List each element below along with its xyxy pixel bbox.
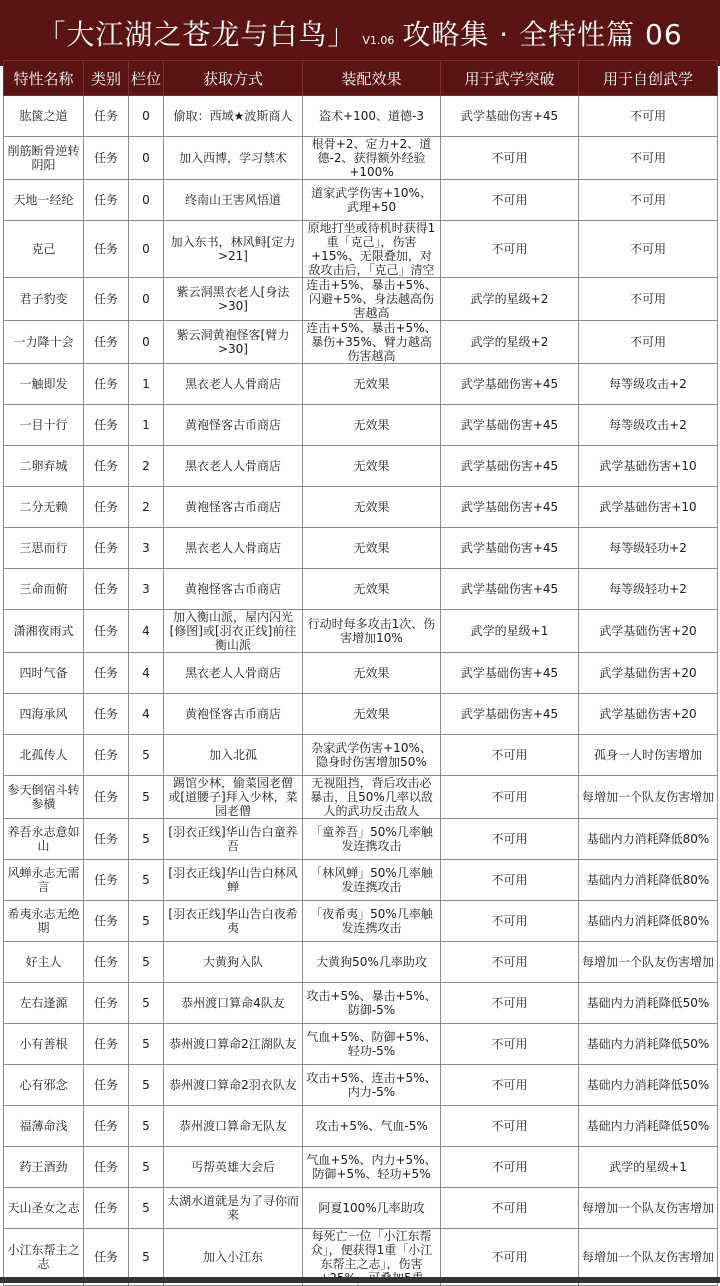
- table-row: [4, 405, 718, 446]
- acquire-cell: [羽衣正线]华山告白夜希夷: [164, 901, 303, 942]
- acquire-cell: [羽衣正线]华山告白林风蝉: [164, 860, 303, 901]
- custom-cell: 武学基础伤害+20: [579, 653, 718, 694]
- effect-cell: 攻击+5%、气血-5%: [303, 1106, 441, 1147]
- custom-cell: 每等级轻功+2: [579, 528, 718, 569]
- custom-cell: 每等级攻击+2: [579, 364, 718, 405]
- col-header-name: 特性名称: [4, 61, 84, 96]
- custom-cell: 孤身一人时伤害增加: [579, 735, 718, 776]
- trait-name-cell: 天山圣女之志: [4, 1188, 84, 1229]
- custom-cell: 武学基础伤害+20: [579, 610, 718, 653]
- category-cell: 任务: [84, 942, 129, 983]
- effect-cell: 无效果: [303, 487, 441, 528]
- acquire-cell: 大黄狗入队: [164, 942, 303, 983]
- effect-cell: 阿夏100%几率助攻: [303, 1188, 441, 1229]
- acquire-cell: 太湖水道就是为了寻你而来: [164, 1188, 303, 1229]
- acquire-cell: 加入东书，林风鲟[定力>21]: [164, 221, 303, 278]
- trait-name-cell: 克己: [4, 221, 84, 278]
- trait-name-cell: 天地一经纶: [4, 180, 84, 221]
- table-header-row: [4, 61, 718, 96]
- custom-cell: 基础内力消耗降低80%: [579, 860, 718, 901]
- slot-cell: 5: [129, 776, 164, 819]
- trait-name-cell: 小有善根: [4, 1024, 84, 1065]
- breakthrough-cell: 武学的星级+2: [441, 278, 579, 321]
- table-row: [4, 942, 718, 983]
- category-cell: 任务: [84, 901, 129, 942]
- table-row: [4, 610, 718, 653]
- custom-cell: 每增加一个队友伤害增加: [579, 776, 718, 819]
- acquire-cell: 踢馆少林，偷菜园老僧 或[道腰子]拜入少林，菜园老僧: [164, 776, 303, 819]
- custom-cell: 基础内力消耗降低80%: [579, 901, 718, 942]
- category-cell: 任务: [84, 221, 129, 278]
- table-row: [4, 1024, 718, 1065]
- custom-cell: 基础内力消耗降低50%: [579, 1024, 718, 1065]
- acquire-cell: [羽衣正线]华山告白童养吾: [164, 819, 303, 860]
- trait-name-cell: 肱箧之道: [4, 96, 84, 137]
- acquire-cell: 黑衣老人人骨商店: [164, 446, 303, 487]
- slot-cell: 0: [129, 96, 164, 137]
- category-cell: 任务: [84, 1106, 129, 1147]
- trait-name-cell: 一力降十会: [4, 321, 84, 364]
- acquire-cell: 紫云洞黄袍怪客[臂力>30]: [164, 321, 303, 364]
- trait-name-cell: 福薄命浅: [4, 1106, 84, 1147]
- breakthrough-cell: 武学基础伤害+45: [441, 405, 579, 446]
- category-cell: 任务: [84, 1188, 129, 1229]
- table-row: [4, 694, 718, 735]
- acquire-cell: 偷取：西域★波斯商人: [164, 96, 303, 137]
- slot-cell: 5: [129, 942, 164, 983]
- effect-cell: 无效果: [303, 528, 441, 569]
- custom-cell: 基础内力消耗降低80%: [579, 819, 718, 860]
- title-bar: [0, 0, 720, 66]
- breakthrough-cell: 不可用: [441, 860, 579, 901]
- breakthrough-cell: 不可用: [441, 735, 579, 776]
- slot-cell: 2: [129, 487, 164, 528]
- acquire-cell: 加入衡山派，屋内闪光[修图]或[羽衣正线]前往衡山派: [164, 610, 303, 653]
- slot-cell: 5: [129, 1065, 164, 1106]
- effect-cell: 无效果: [303, 364, 441, 405]
- trait-name-cell: 潇湘夜雨式: [4, 610, 84, 653]
- trait-name-cell: 小江东帮主之志: [4, 1229, 84, 1286]
- table-row: [4, 364, 718, 405]
- effect-cell: 大黄狗50%几率助攻: [303, 942, 441, 983]
- category-cell: 任务: [84, 1065, 129, 1106]
- traits-table: [3, 60, 718, 1286]
- table-row: [4, 137, 718, 180]
- col-header-acquire: 获取方式: [164, 61, 303, 96]
- slot-cell: 5: [129, 1229, 164, 1286]
- category-cell: 任务: [84, 776, 129, 819]
- slot-cell: 0: [129, 137, 164, 180]
- version-label: V1.06: [362, 33, 395, 47]
- acquire-cell: 加入西博，学习禁术: [164, 137, 303, 180]
- category-cell: 任务: [84, 180, 129, 221]
- category-cell: 任务: [84, 405, 129, 446]
- effect-cell: 攻击+5%、暴击+5%、防御-5%: [303, 983, 441, 1024]
- table-row: [4, 1147, 718, 1188]
- custom-cell: 不可用: [579, 180, 718, 221]
- category-cell: 任务: [84, 983, 129, 1024]
- breakthrough-cell: 武学基础伤害+45: [441, 528, 579, 569]
- breakthrough-cell: 武学基础伤害+45: [441, 446, 579, 487]
- trait-name-cell: 好主人: [4, 942, 84, 983]
- breakthrough-cell: 武学的星级+2: [441, 321, 579, 364]
- breakthrough-cell: 不可用: [441, 1229, 579, 1286]
- acquire-cell: 黄袍怪客古币商店: [164, 405, 303, 446]
- trait-name-cell: 一目十行: [4, 405, 84, 446]
- custom-cell: 不可用: [579, 321, 718, 364]
- breakthrough-cell: 武学基础伤害+45: [441, 364, 579, 405]
- category-cell: 任务: [84, 446, 129, 487]
- category-cell: 任务: [84, 278, 129, 321]
- table-row: [4, 901, 718, 942]
- table-row: [4, 528, 718, 569]
- table-row: [4, 1065, 718, 1106]
- breakthrough-cell: 不可用: [441, 983, 579, 1024]
- trait-name-cell: 二卵弃城: [4, 446, 84, 487]
- slot-cell: 5: [129, 735, 164, 776]
- slot-cell: 5: [129, 983, 164, 1024]
- slot-cell: 1: [129, 364, 164, 405]
- custom-cell: 不可用: [579, 278, 718, 321]
- trait-name-cell: 药王酒劲: [4, 1147, 84, 1188]
- slot-cell: 2: [129, 446, 164, 487]
- effect-cell: 道家武学伤害+10%、武理+50: [303, 180, 441, 221]
- acquire-cell: 恭州渡口算命无队友: [164, 1106, 303, 1147]
- category-cell: 任务: [84, 694, 129, 735]
- category-cell: 任务: [84, 1147, 129, 1188]
- bottom-border: [0, 1277, 720, 1283]
- category-cell: 任务: [84, 860, 129, 901]
- slot-cell: 4: [129, 610, 164, 653]
- effect-cell: 杂家武学伤害+10%、隐身时伤害增加50%: [303, 735, 441, 776]
- breakthrough-cell: 不可用: [441, 1188, 579, 1229]
- custom-cell: 武学基础伤害+20: [579, 694, 718, 735]
- breakthrough-cell: 武学基础伤害+45: [441, 694, 579, 735]
- acquire-cell: 丐帮英雄大会后: [164, 1147, 303, 1188]
- trait-name-cell: 君子豹变: [4, 278, 84, 321]
- acquire-cell: 黄袍怪客古币商店: [164, 694, 303, 735]
- table-row: [4, 96, 718, 137]
- custom-cell: 武学的星级+1: [579, 1147, 718, 1188]
- trait-name-cell: 心有邪念: [4, 1065, 84, 1106]
- slot-cell: 3: [129, 569, 164, 610]
- custom-cell: 不可用: [579, 137, 718, 180]
- slot-cell: 5: [129, 819, 164, 860]
- effect-cell: 气血+5%、内力+5%、防御+5%、轻功+5%: [303, 1147, 441, 1188]
- custom-cell: 每增加一个队友伤害增加: [579, 942, 718, 983]
- effect-cell: 盗术+100、道德-3: [303, 96, 441, 137]
- col-header-slot: 栏位: [129, 61, 164, 96]
- effect-cell: 连击+5%、暴击+5%、暴伤+35%、臂力越高伤害越高: [303, 321, 441, 364]
- table-row: [4, 487, 718, 528]
- custom-cell: 不可用: [579, 96, 718, 137]
- col-header-breakthrough: 用于武学突破: [441, 61, 579, 96]
- slot-cell: 0: [129, 321, 164, 364]
- acquire-cell: 恭州渡口算命4队友: [164, 983, 303, 1024]
- trait-name-cell: 三命而俯: [4, 569, 84, 610]
- custom-cell: 基础内力消耗降低50%: [579, 1106, 718, 1147]
- slot-cell: 5: [129, 901, 164, 942]
- table-row: [4, 569, 718, 610]
- slot-cell: 4: [129, 694, 164, 735]
- slot-cell: 0: [129, 221, 164, 278]
- effect-cell: 行动时每多攻击1次、伤害增加10%: [303, 610, 441, 653]
- category-cell: 任务: [84, 137, 129, 180]
- breakthrough-cell: 不可用: [441, 819, 579, 860]
- category-cell: 任务: [84, 364, 129, 405]
- trait-name-cell: 三思而行: [4, 528, 84, 569]
- effect-cell: 「林风蝉」50%几率触发连携攻击: [303, 860, 441, 901]
- trait-name-cell: 养吾永志意如山: [4, 819, 84, 860]
- breakthrough-cell: 不可用: [441, 776, 579, 819]
- breakthrough-cell: 不可用: [441, 1106, 579, 1147]
- table-row: [4, 446, 718, 487]
- custom-cell: 武学基础伤害+10: [579, 446, 718, 487]
- slot-cell: 5: [129, 1188, 164, 1229]
- effect-cell: 无视阻挡，背后攻击必暴击，且50%几率以敌人的武功反击敌人: [303, 776, 441, 819]
- custom-cell: 每等级攻击+2: [579, 405, 718, 446]
- custom-cell: 基础内力消耗降低50%: [579, 1065, 718, 1106]
- col-header-custom: 用于自创武学: [579, 61, 718, 96]
- category-cell: 任务: [84, 653, 129, 694]
- table-row: [4, 1106, 718, 1147]
- trait-name-cell: 左右逢源: [4, 983, 84, 1024]
- table-row: [4, 819, 718, 860]
- acquire-cell: 黑衣老人人骨商店: [164, 653, 303, 694]
- trait-name-cell: 四海承风: [4, 694, 84, 735]
- effect-cell: 原地打坐或待机时获得1重「克己」，伤害+15%、无限叠加，对敌攻击后，「克己」清空: [303, 221, 441, 278]
- slot-cell: 3: [129, 528, 164, 569]
- effect-cell: 「夜希夷」50%几率触发连携攻击: [303, 901, 441, 942]
- table-row: [4, 860, 718, 901]
- acquire-cell: 紫云洞黑衣老人[身法>30]: [164, 278, 303, 321]
- breakthrough-cell: 武学的星级+1: [441, 610, 579, 653]
- category-cell: 任务: [84, 569, 129, 610]
- page-title: 「大江湖之苍龙与白鸟」: [37, 18, 357, 51]
- category-cell: 任务: [84, 1229, 129, 1286]
- table-row: [4, 983, 718, 1024]
- col-header-effect: 装配效果: [303, 61, 441, 96]
- custom-cell: 基础内力消耗降低50%: [579, 983, 718, 1024]
- breakthrough-cell: 不可用: [441, 1065, 579, 1106]
- table-row: [4, 221, 718, 278]
- breakthrough-cell: 不可用: [441, 942, 579, 983]
- table-row: [4, 776, 718, 819]
- trait-name-cell: 一触即发: [4, 364, 84, 405]
- acquire-cell: 黑衣老人人骨商店: [164, 364, 303, 405]
- breakthrough-cell: 武学基础伤害+45: [441, 653, 579, 694]
- trait-name-cell: 削筋断骨逆转阴阳: [4, 137, 84, 180]
- table-row: [4, 180, 718, 221]
- acquire-cell: 恭州渡口算命2江湖队友: [164, 1024, 303, 1065]
- breakthrough-cell: 不可用: [441, 1147, 579, 1188]
- table-row: [4, 653, 718, 694]
- acquire-cell: 恭州渡口算命2羽衣队友: [164, 1065, 303, 1106]
- effect-cell: 气血+5%、防御+5%、轻功-5%: [303, 1024, 441, 1065]
- trait-name-cell: 希夷永志无绝期: [4, 901, 84, 942]
- category-cell: 任务: [84, 96, 129, 137]
- custom-cell: 每增加一个队友伤害增加: [579, 1229, 718, 1286]
- slot-cell: 4: [129, 653, 164, 694]
- breakthrough-cell: 不可用: [441, 137, 579, 180]
- custom-cell: 每增加一个队友伤害增加: [579, 1188, 718, 1229]
- trait-name-cell: 二分无赖: [4, 487, 84, 528]
- effect-cell: 连击+5%、暴击+5%、闪避+5%、身法越高伤害越高: [303, 278, 441, 321]
- trait-name-cell: 北孤传人: [4, 735, 84, 776]
- trait-name-cell: 四时气备: [4, 653, 84, 694]
- col-header-type: 类别: [84, 61, 129, 96]
- effect-cell: 无效果: [303, 653, 441, 694]
- category-cell: 任务: [84, 735, 129, 776]
- acquire-cell: 黄袍怪客古币商店: [164, 487, 303, 528]
- slot-cell: 5: [129, 1147, 164, 1188]
- table-row: [4, 735, 718, 776]
- custom-cell: 武学基础伤害+10: [579, 487, 718, 528]
- acquire-cell: 黑衣老人人骨商店: [164, 528, 303, 569]
- category-cell: 任务: [84, 819, 129, 860]
- acquire-cell: 黄袍怪客古币商店: [164, 569, 303, 610]
- breakthrough-cell: 不可用: [441, 221, 579, 278]
- effect-cell: 无效果: [303, 694, 441, 735]
- acquire-cell: 终南山王害风悟道: [164, 180, 303, 221]
- category-cell: 任务: [84, 321, 129, 364]
- effect-cell: 「童养吾」50%几率触发连携攻击: [303, 819, 441, 860]
- slot-cell: 1: [129, 405, 164, 446]
- trait-name-cell: 参天倒宿斗转参横: [4, 776, 84, 819]
- slot-cell: 5: [129, 860, 164, 901]
- breakthrough-cell: 武学基础伤害+45: [441, 569, 579, 610]
- breakthrough-cell: 不可用: [441, 901, 579, 942]
- breakthrough-cell: 武学基础伤害+45: [441, 487, 579, 528]
- acquire-cell: 加入北孤: [164, 735, 303, 776]
- custom-cell: 不可用: [579, 221, 718, 278]
- table-row: [4, 321, 718, 364]
- slot-cell: 5: [129, 1106, 164, 1147]
- category-cell: 任务: [84, 528, 129, 569]
- page-subtitle: 攻略集 · 全特性篇 06: [402, 18, 683, 51]
- breakthrough-cell: 不可用: [441, 180, 579, 221]
- trait-name-cell: 风蝉永志无需言: [4, 860, 84, 901]
- custom-cell: 每等级轻功+2: [579, 569, 718, 610]
- category-cell: 任务: [84, 487, 129, 528]
- slot-cell: 5: [129, 1024, 164, 1065]
- effect-cell: 无效果: [303, 405, 441, 446]
- breakthrough-cell: 武学基础伤害+45: [441, 96, 579, 137]
- table-row: [4, 1188, 718, 1229]
- table-row: [4, 278, 718, 321]
- category-cell: 任务: [84, 610, 129, 653]
- effect-cell: 无效果: [303, 569, 441, 610]
- effect-cell: 根骨+2、定力+2、道德-2、获得额外经验+100%: [303, 137, 441, 180]
- slot-cell: 0: [129, 180, 164, 221]
- category-cell: 任务: [84, 1024, 129, 1065]
- acquire-cell: 加入小江东: [164, 1229, 303, 1286]
- effect-cell: 攻击+5%、连击+5%、内力-5%: [303, 1065, 441, 1106]
- effect-cell: 无效果: [303, 446, 441, 487]
- slot-cell: 0: [129, 278, 164, 321]
- effect-cell: 每死亡一位「小江东帮众」，便获得1重「小江东帮主之志」，伤害: [303, 1229, 441, 1286]
- breakthrough-cell: 不可用: [441, 1024, 579, 1065]
